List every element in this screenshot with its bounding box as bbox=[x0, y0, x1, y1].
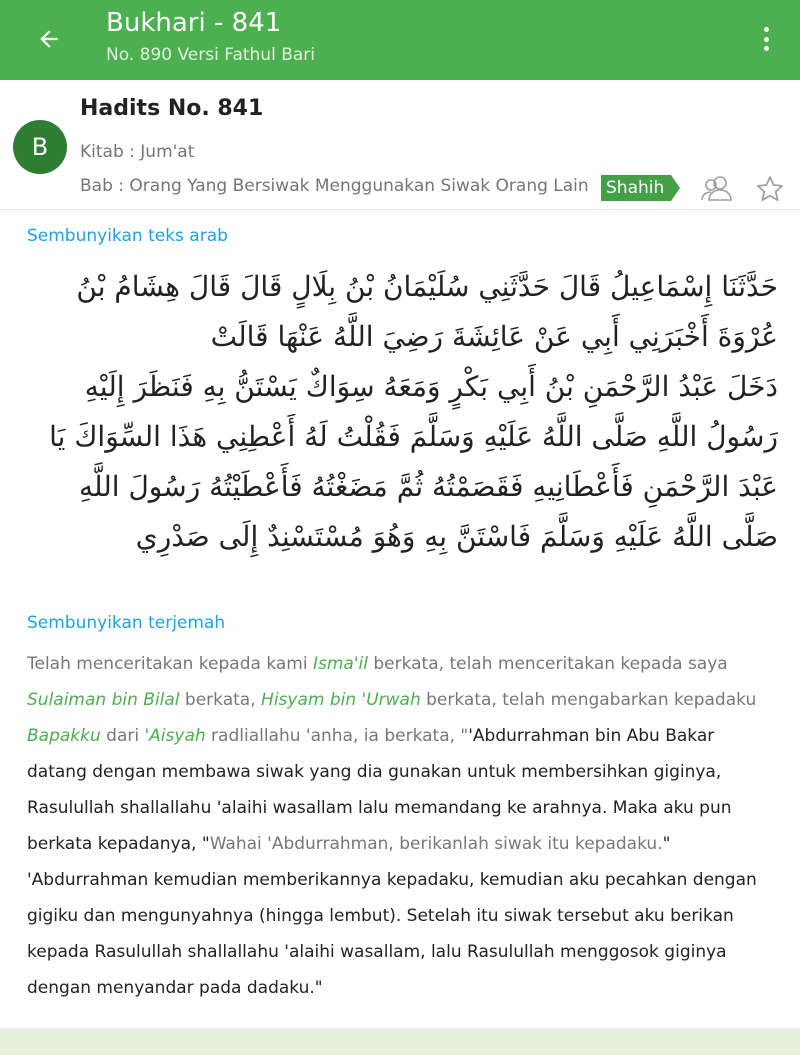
narrator-link-ismail[interactable]: Isma'il bbox=[312, 654, 368, 674]
star-outline-icon[interactable] bbox=[755, 174, 785, 204]
hadith-header bbox=[0, 80, 800, 210]
chain-text: berkata, telah mengabarkan kepadaku bbox=[420, 690, 757, 710]
chain-text: radliallahu 'anha, ia berkata, " bbox=[205, 726, 469, 746]
app-bar-title: Bukhari - 841 bbox=[106, 8, 282, 38]
app-bar-subtitle: No. 890 Versi Fathul Bari bbox=[106, 45, 315, 65]
matn-text: 'Abdurrahman bin Abu Bakar datang dengan membawa siwak yang dia gunakan untuk membersihkan giginya, Rasulullah shallallahu 'alaihi wasallam lalu memandang ke arahnya. Maka aku pun berkata kepadanya, " bbox=[27, 726, 732, 854]
more-vert-icon[interactable] bbox=[758, 24, 774, 54]
translation-text bbox=[27, 646, 775, 1006]
app-bar bbox=[0, 0, 800, 80]
toggle-translation-link[interactable]: Sembunyikan terjemah bbox=[27, 613, 226, 633]
grade-badge-label: Shahih bbox=[601, 175, 671, 201]
chain-text: berkata, telah menceritakan kepada saya bbox=[367, 654, 728, 674]
chain-text: Telah menceritakan kepada kami bbox=[27, 654, 313, 674]
arrow-back-icon[interactable] bbox=[34, 22, 64, 56]
arabic-matn: دَخَلَ عَبْدُ الرَّحْمَنِ بْنُ أَبِي بَكْرٍ وَمَعَهُ سِوَاكٌ يَسْتَنُّ بِهِ فَنَظَرَ إِلَيْهِ رَسُولُ اللَّهِ صَلَّى اللَّهُ عَلَيْهِ وَسَلَّمَ فَقُلْتُ لَهُ أَعْطِنِي هَذَا السِّوَاكَ يَا عَبْدَ الرَّحْمَنِ فَأَعْطَانِيهِ فَقَصَمْتُهُ ثُمَّ مَضَغْتُهُ فَأَعْطَيْتُهُ رَسُولَ اللَّهِ صَلَّى اللَّهُ عَلَيْهِ وَسَلَّمَ فَاسْتَنَّ بِهِ وَهُوَ مُسْتَسْنِدٌ إِلَى صَدْرِي bbox=[49, 370, 778, 553]
bab-label: Bab : Orang Yang Bersiwak Menggunakan Siwak Orang Lain bbox=[80, 176, 589, 196]
matn-text: " 'Abdurrahman kemudian memberikannya kepadaku, kemudian aku pecahkan dengan gigiku dan mengunyahnya (hingga lembut). Setelah itu siwak tersebut aku berikan kepada Rasulullah shallallahu 'alaihi wasallam, lalu Rasulullah menggosok giginya dengan menyandar pada dadaku." bbox=[27, 834, 757, 998]
avatar: B bbox=[13, 120, 67, 174]
arabic-sanad: حَدَّثَنَا إِسْمَاعِيلُ قَالَ حَدَّثَنِي سُلَيْمَانُ بْنُ بِلَالٍ قَالَ قَالَ هِشَامُ بْنُ عُرْوَةَ أَخْبَرَنِي أَبِي عَنْ عَائِشَةَ رَضِيَ اللَّهُ عَنْهَا قَالَتْ bbox=[76, 270, 778, 353]
app-bar-titles bbox=[106, 6, 315, 68]
quoted-speech: Wahai 'Abdurrahman, berikanlah siwak itu kepadaku. bbox=[209, 834, 663, 854]
arabic-text bbox=[22, 262, 778, 562]
next-card-edge bbox=[0, 1028, 800, 1055]
hadith-title: Hadits No. 841 bbox=[80, 96, 264, 121]
narrators-icon[interactable] bbox=[700, 174, 734, 204]
toggle-arabic-link[interactable]: Sembunyikan teks arab bbox=[27, 226, 228, 246]
chain-text: berkata, bbox=[179, 690, 262, 710]
grade-badge-tip bbox=[671, 175, 680, 201]
chain-text: dari bbox=[100, 726, 145, 746]
narrator-link-sulaiman[interactable]: Sulaiman bin Bilal bbox=[27, 690, 180, 710]
kitab-label: Kitab : Jum'at bbox=[80, 142, 195, 162]
narrator-link-bapakku[interactable]: Bapakku bbox=[27, 726, 101, 746]
narrator-link-hisyam[interactable]: Hisyam bin 'Urwah bbox=[261, 690, 421, 710]
narrator-link-aisyah[interactable]: 'Aisyah bbox=[144, 726, 206, 746]
